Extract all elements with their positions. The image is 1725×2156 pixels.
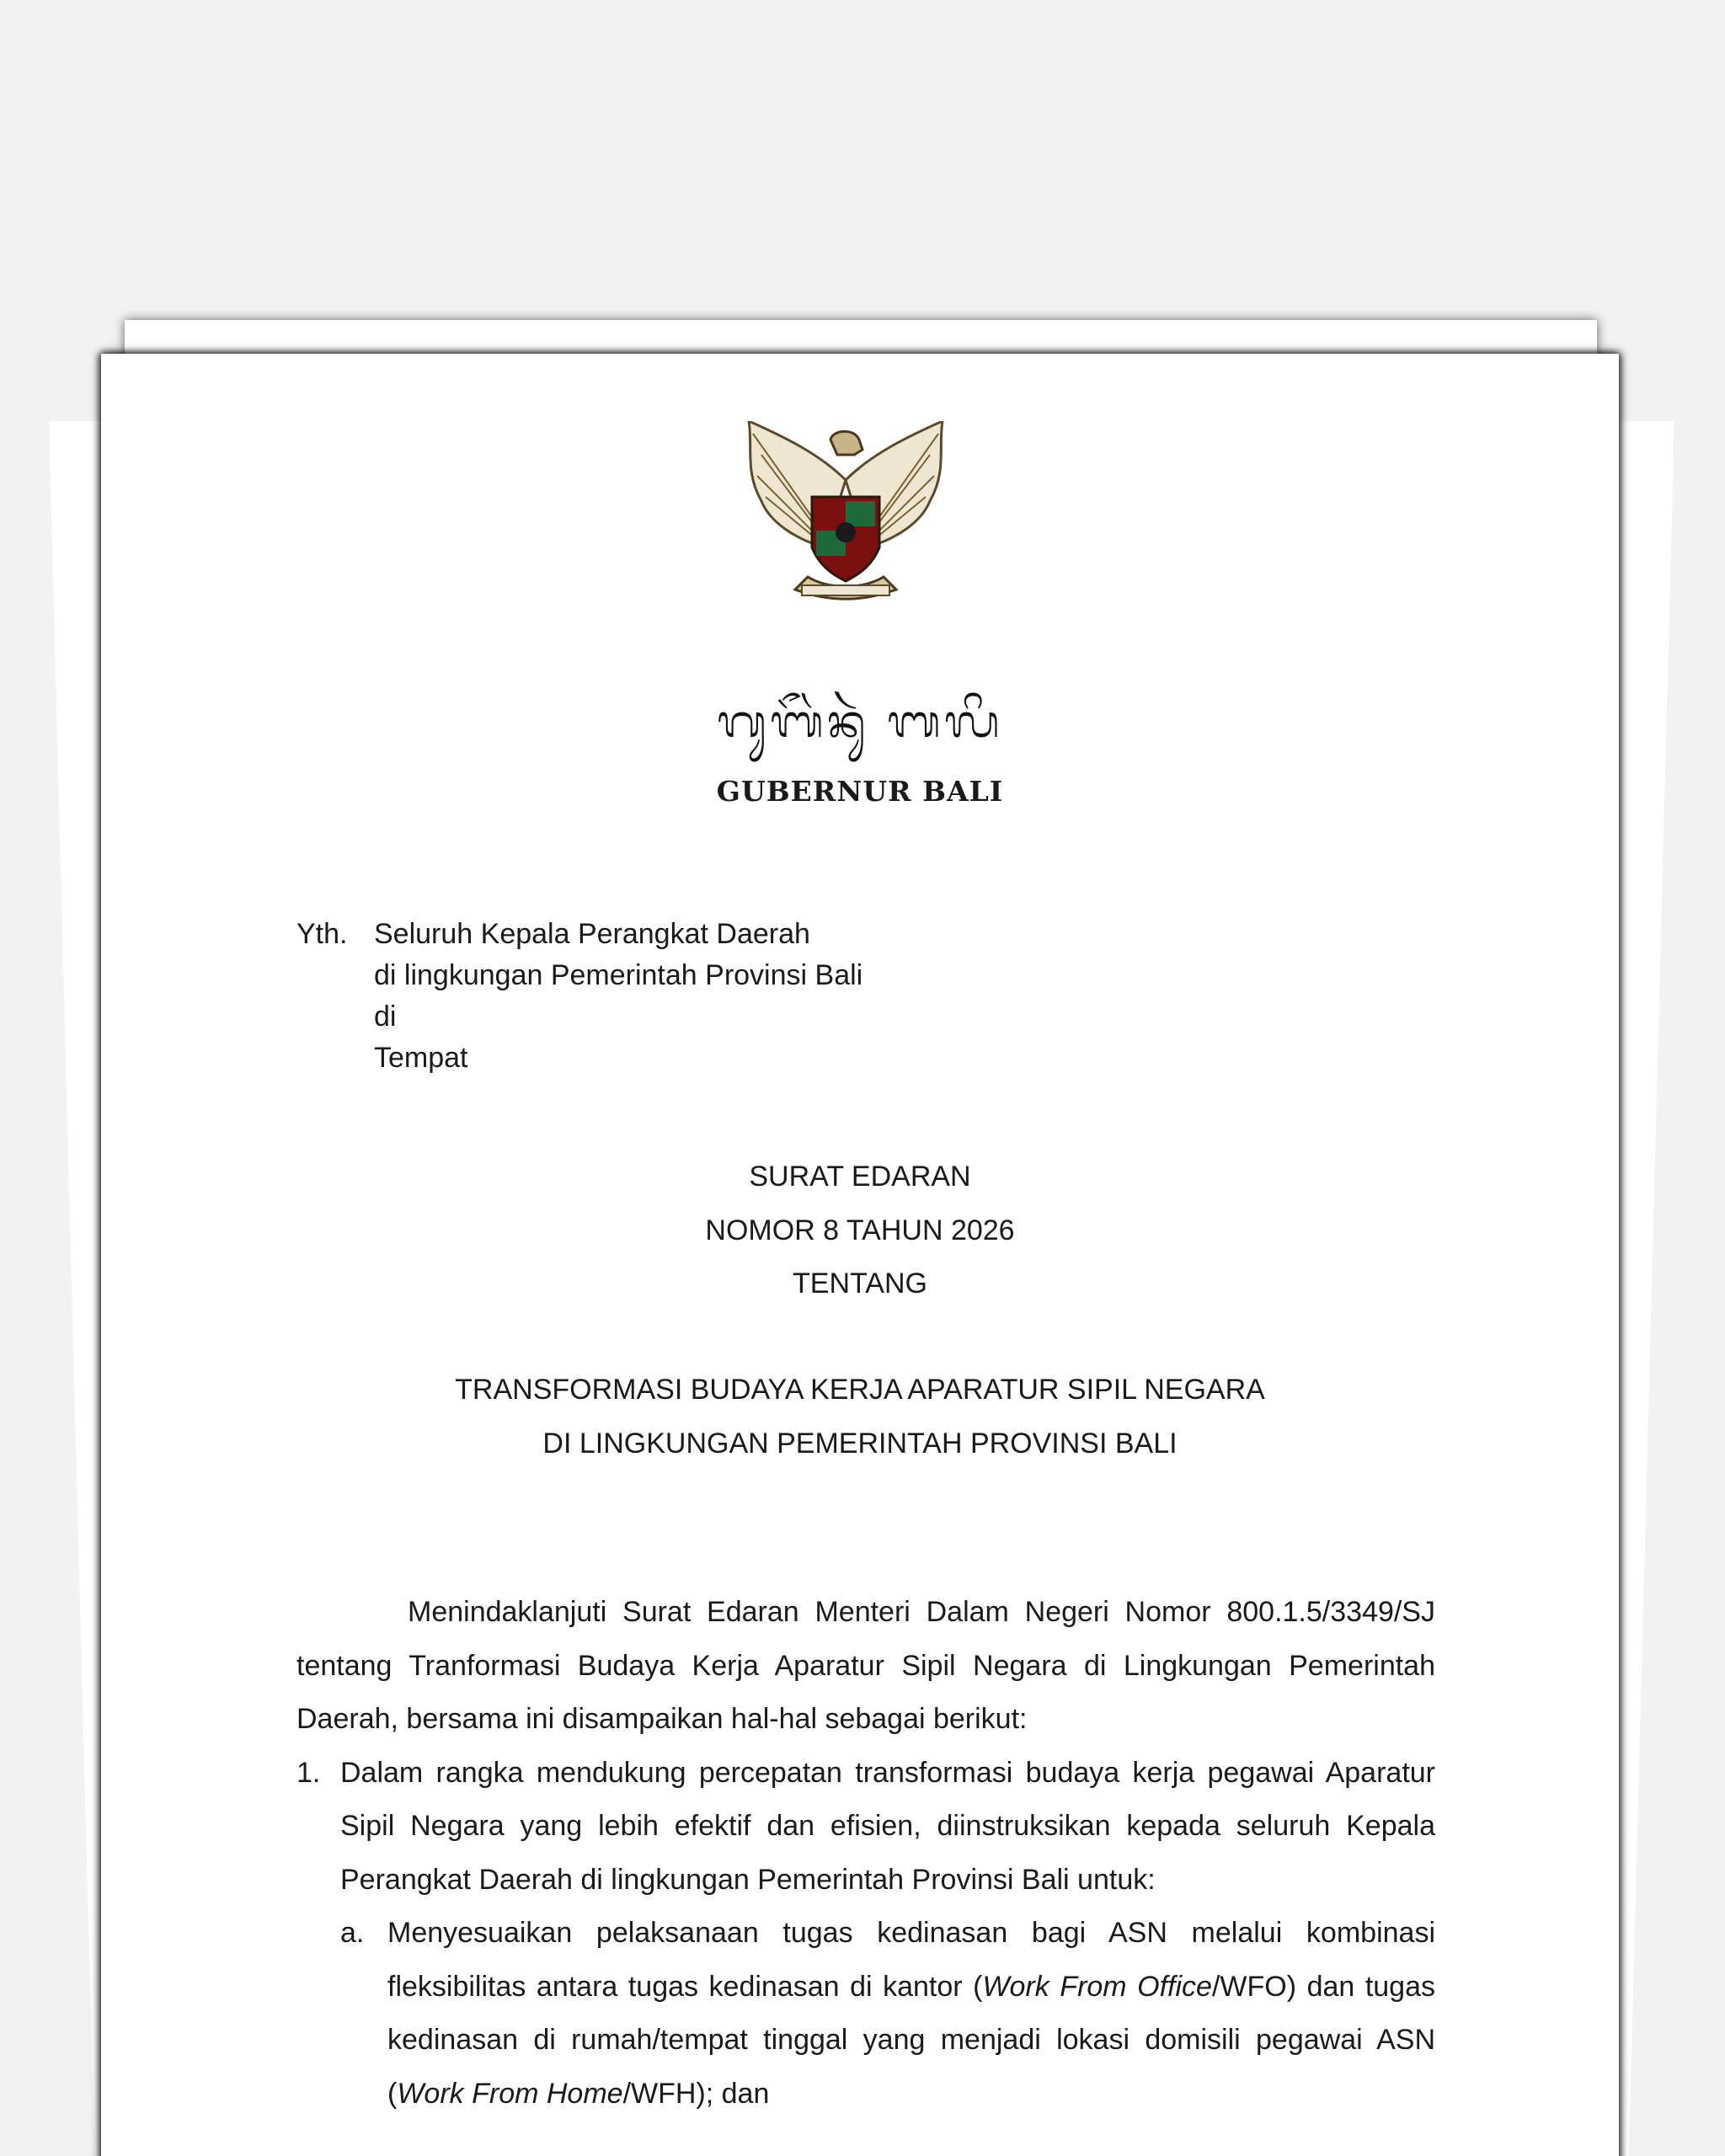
intro-paragraph: Menindaklanjuti Surat Edaran Menteri Dalam Negeri Nomor 800.1.5/3349/SJ tentang Tranformasi Budaya Kerja Aparatur Sipil Negara di Lingkungan Pemerintah Daerah, bersama ini disampaikan hal-hal sebagai berikut: xyxy=(296,1596,1435,1735)
sub-item-text-part: Menyesuaikan pelaksanaan tugas kedinasan bagi ASN melalui kombinasi fleksibilitas antara tugas kedinasan di kantor ( xyxy=(387,1917,1435,2003)
list-item-text: Dalam rangka mendukung percepatan transformasi budaya kerja pegawai Aparatur Sipil Negara yang lebih efektif dan efisien, diinstruksikan kepada seluruh Kepala Perangkat Daerah di lingkungan Pemerintah Provinsi Bali untuk: xyxy=(340,1756,1435,1896)
letter-body xyxy=(296,1586,1435,2121)
sub-list-item xyxy=(296,1907,1435,2121)
letter-subject-line-2: DI LINGKUNGAN PEMERINTAH PROVINSI BALI xyxy=(542,1428,1178,1460)
addressee-label: Yth. xyxy=(296,918,348,950)
addressee-line: di lingkungan Pemerintah Provinsi Bali xyxy=(374,959,863,991)
governor-title: GUBERNUR BALI xyxy=(716,775,1004,808)
sub-item-text-part: /WFH); dan xyxy=(622,2077,770,2110)
list-item xyxy=(296,1747,1435,1908)
sub-item-italic-term: Work From Office xyxy=(982,1970,1212,2003)
addressee-line: di xyxy=(374,1001,397,1033)
sub-item-text-part: /WFO) dan tugas kedinasan di rumah/tempat tinggal yang menjadi lokasi domisili pegawai ASN ( xyxy=(387,1970,1436,2110)
sub-list-item-letter: a. xyxy=(340,1917,365,1949)
letter-type-heading: SURAT EDARAN xyxy=(749,1161,971,1193)
addressee-line: Tempat xyxy=(374,1042,468,1074)
letter-subject-line-1: TRANSFORMASI BUDAYA KERJA APARATUR SIPIL NEGARA xyxy=(455,1374,1265,1406)
letter-about-heading: TENTANG xyxy=(793,1267,927,1299)
garuda-pancasila-emblem-icon xyxy=(728,421,964,602)
letter-number-heading: NOMOR 8 TAHUN 2026 xyxy=(705,1214,1015,1246)
front-page-sheet xyxy=(101,354,1619,2156)
sub-item-italic-term: Work From Home xyxy=(397,2077,623,2110)
balinese-script-title: ᬕᬸᬩᭂᬃᬦᬸᬃ ᬩᬮᬶ xyxy=(717,695,1003,748)
addressee-line: Seluruh Kepala Perangkat Daerah xyxy=(374,918,810,950)
addressee-lines xyxy=(374,914,1132,1079)
letter-document xyxy=(101,354,1619,2156)
list-item-number: 1. xyxy=(296,1756,321,1789)
